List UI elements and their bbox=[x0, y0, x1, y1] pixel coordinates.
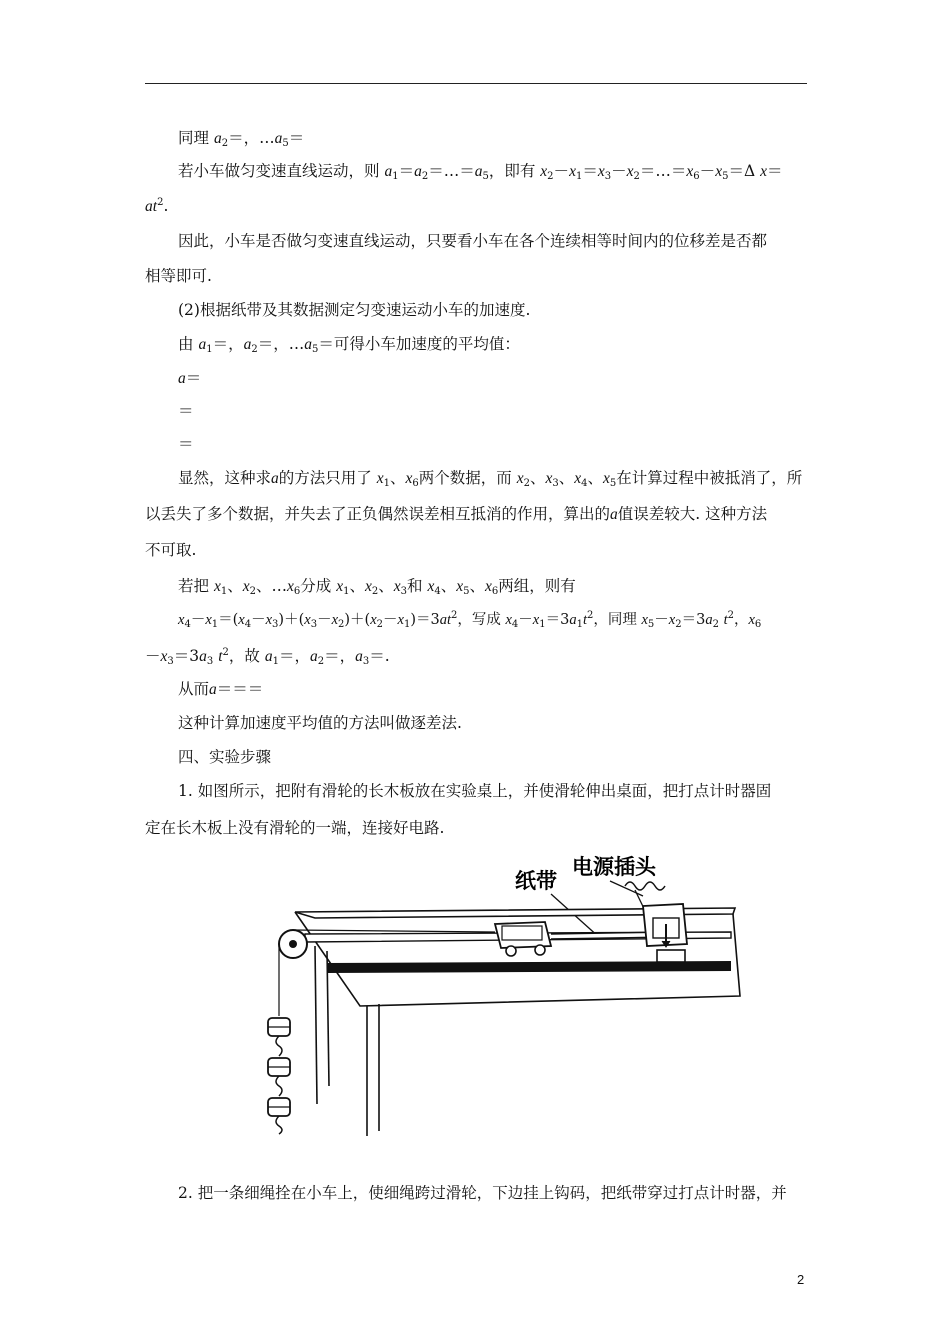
text-line: ＝ bbox=[178, 402, 194, 420]
hooked-weights bbox=[268, 1018, 290, 1134]
section-heading: 四、实验步骤 bbox=[178, 748, 272, 766]
text-line: 以丢失了多个数据，并失去了正负偶然误差相互抵消的作用，算出的a值误差较大. 这种方法 bbox=[145, 505, 768, 523]
label-power-plug: 电源插头 bbox=[572, 855, 656, 879]
text-line: $-x_3=3a_3$ $t^2$，故 $a_1=$，$a_2=$，$a_3=$. bbox=[145, 647, 390, 667]
text-line: 1. 如图所示，把附有滑轮的长木板放在实验桌上，并使滑轮伸出桌面，把打点计时器固 bbox=[178, 782, 772, 800]
text-line: $x_4-x_1=(x_4-x_3)+(x_3-x_2)+(x_2-x_1)=3at^2$，写成 $x_4-x_1=3a_1t^2$，同理 $x_5-x_2=3a_2$ $t^2$，$x_6$ bbox=[178, 610, 762, 630]
text-line: (2)根据纸带及其数据测定匀变速运动小车的加速度. bbox=[178, 301, 531, 319]
text-line: 2. 把一条细绳拴在小车上，使细绳跨过滑轮，下边挂上钩码，把纸带穿过打点计时器，并 bbox=[178, 1184, 787, 1202]
label-tape: 纸带 bbox=[515, 869, 557, 893]
table-leg bbox=[315, 946, 317, 1104]
string bbox=[293, 930, 495, 932]
text-line: ＝ bbox=[178, 435, 194, 453]
text-line: 显然，这种求a的方法只用了 $x_1$、$x_6$两个数据，而 $x_2$、$x_3$、$x_4$、$x_5$在计算过程中被抵消了，所 bbox=[178, 469, 803, 489]
text-line: $at^2$. bbox=[145, 197, 169, 215]
power-cord bbox=[625, 882, 665, 890]
text-line: 若把 $x_1$、$x_2$、$\dots x_6$分成 $x_1$、$x_2$、$x_3$和 $x_4$、$x_5$、$x_6$两组，则有 bbox=[178, 577, 576, 597]
text-line: 若小车做匀变速直线运动，则 $a_1=a_2=\dots=a_5$，即有 $x_2-x_1=x_3-x_2=\dots=x_6-x_5=\Delta$ x＝ bbox=[178, 162, 783, 182]
dot-timer bbox=[643, 904, 687, 962]
header-rule bbox=[145, 83, 807, 84]
text-line: 同理 $a_2=$，$\dots a_5=$ bbox=[178, 129, 305, 149]
text-line: 这种计算加速度平均值的方法叫做逐差法. bbox=[178, 714, 462, 732]
text-line: 因此，小车是否做匀变速直线运动，只要看小车在各个连续相等时间内的位移差是否都 bbox=[178, 232, 768, 250]
text-line: 从而a＝＝＝ bbox=[178, 680, 264, 698]
cart bbox=[495, 922, 551, 956]
text-line: a＝ bbox=[178, 369, 202, 387]
apparatus-figure bbox=[255, 846, 755, 1142]
text-line: 定在长木板上没有滑轮的一端，连接好电路. bbox=[145, 819, 445, 837]
page-number: 2 bbox=[797, 1272, 805, 1287]
text-line: 由 $a_1=$，$a_2=$，$\dots a_5=$可得小车加速度的平均值： bbox=[178, 335, 520, 355]
text-line: 不可取. bbox=[145, 541, 197, 559]
pulley-axle bbox=[289, 940, 297, 948]
text-line: 相等即可. bbox=[145, 267, 212, 285]
